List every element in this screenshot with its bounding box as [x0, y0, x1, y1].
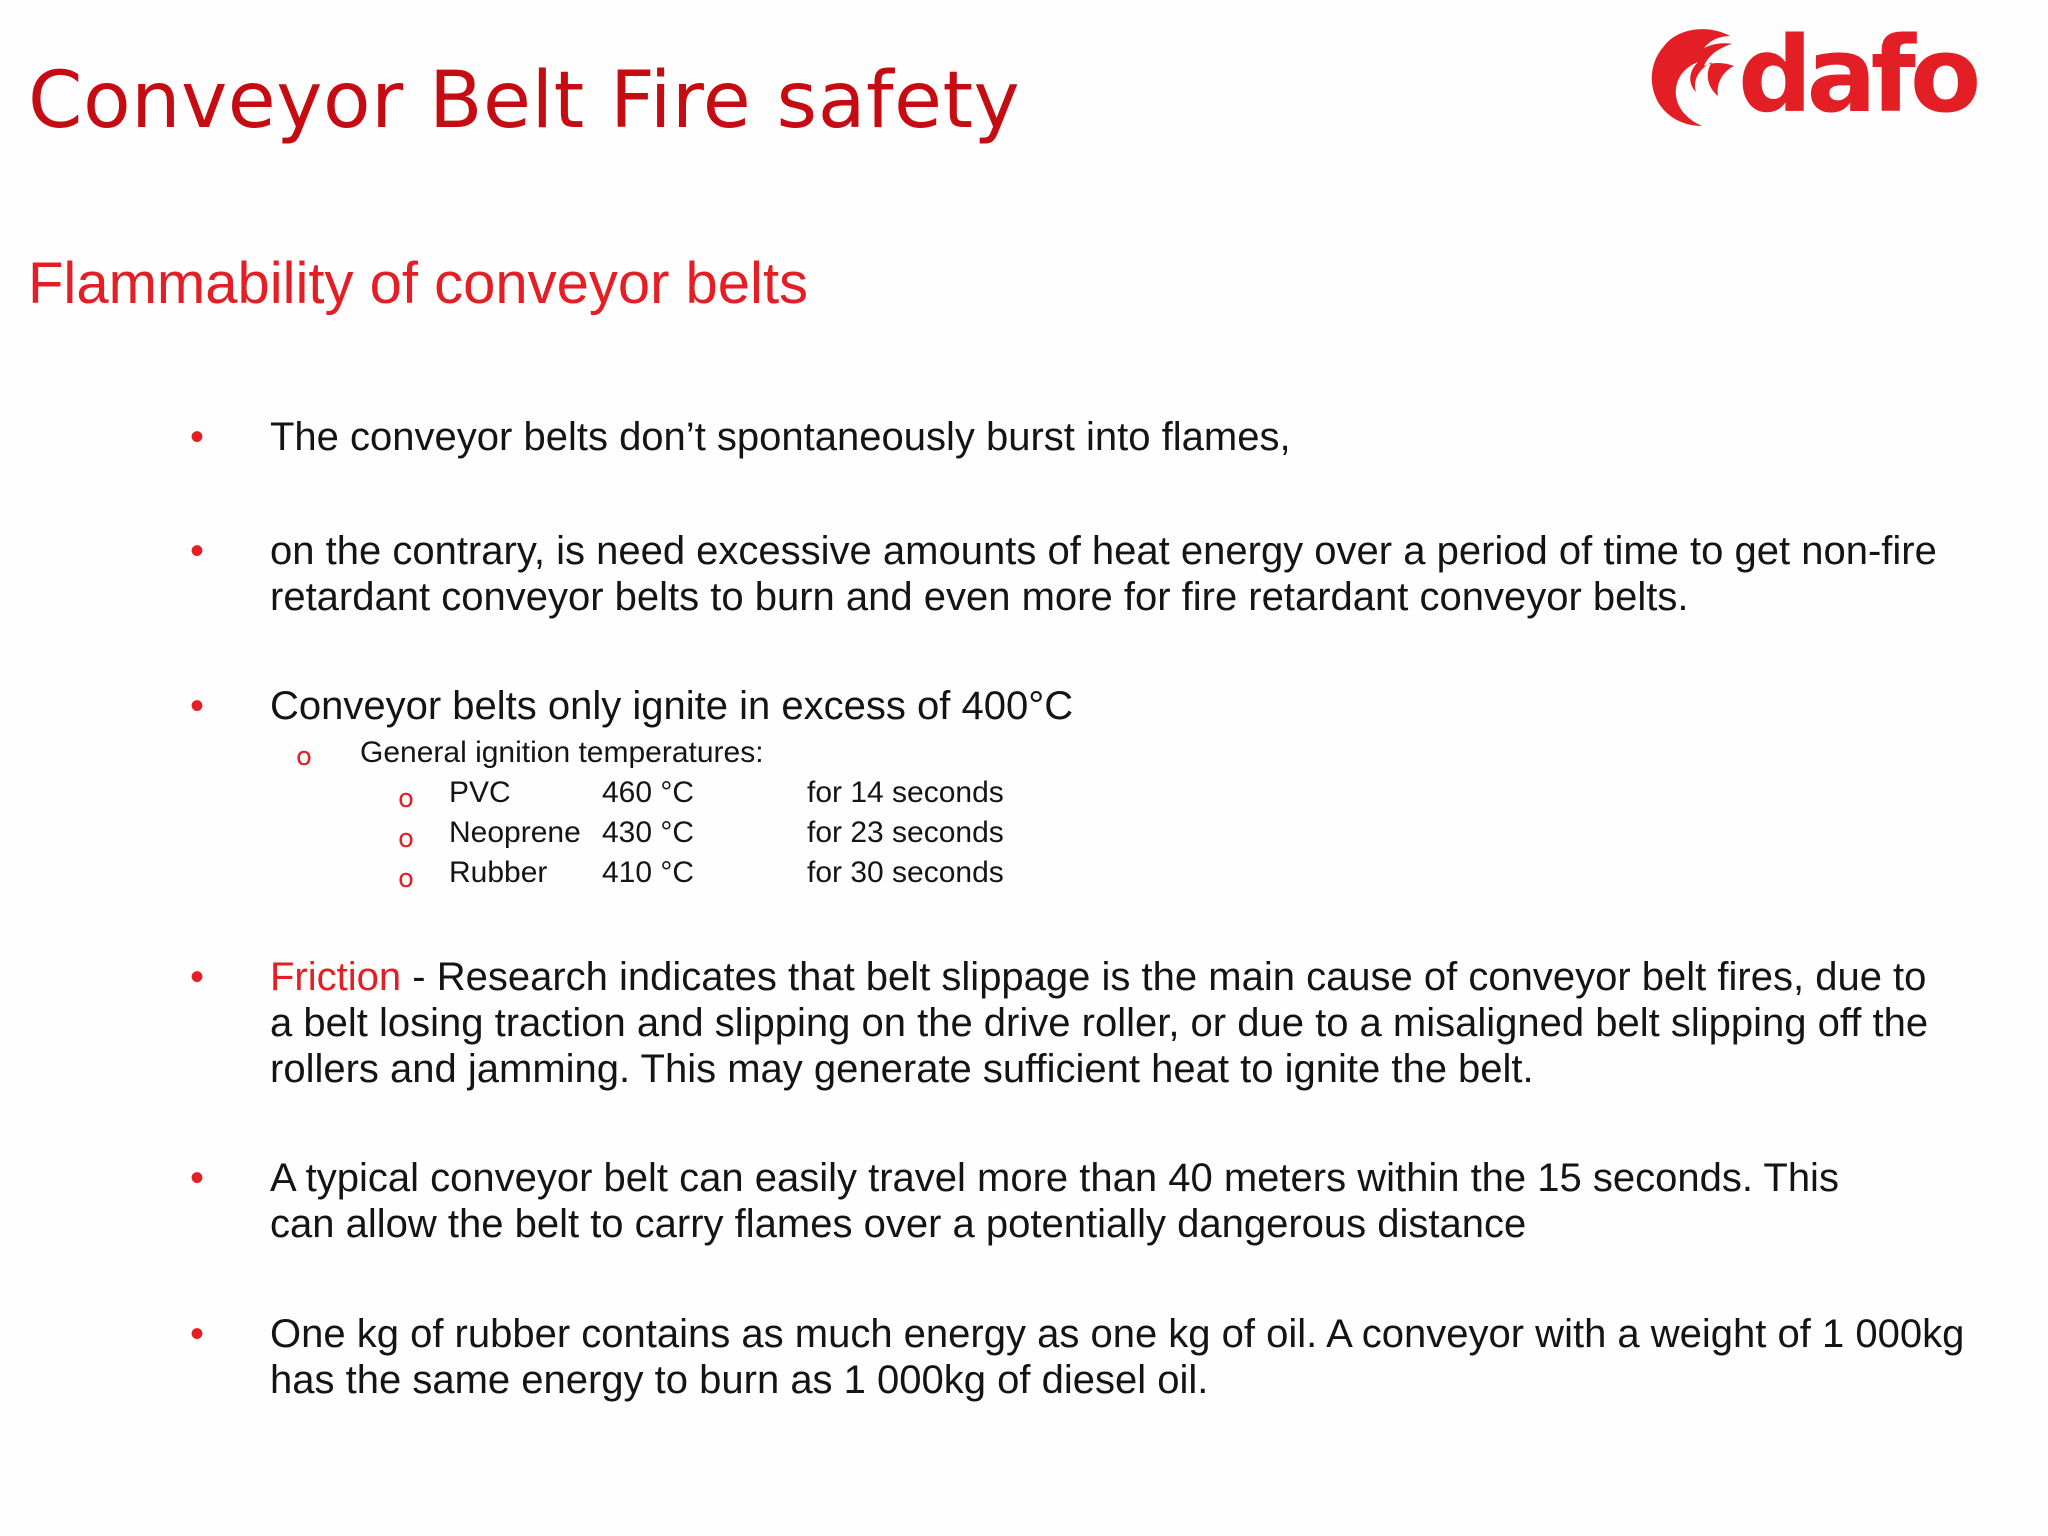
- duration-cell: for 30 seconds: [807, 856, 1004, 889]
- bullet-marker: •: [190, 1156, 205, 1200]
- duration-cell: for 23 seconds: [807, 816, 1004, 849]
- bullet-text: on the contrary, is need excessive amounts of heat energy over a period of time to get non-fire retardant conveyor belts to burn and even more for fire retardant conveyor belts.: [270, 529, 1937, 619]
- sub-bullet-marker: o: [398, 864, 414, 894]
- slide-title: Conveyor Belt Fire safety: [28, 56, 1021, 146]
- bullet-marker: •: [190, 415, 205, 459]
- material-cell: PVC: [449, 776, 511, 809]
- duration-cell: for 14 seconds: [807, 776, 1004, 809]
- flame-icon: [1638, 22, 1748, 130]
- bullet-marker: •: [190, 529, 205, 573]
- sub-bullet-marker: o: [296, 742, 312, 772]
- temperature-cell: 410 °C: [602, 856, 695, 889]
- temperature-cell: 460 °C: [602, 776, 695, 809]
- material-cell: Rubber: [449, 856, 548, 889]
- bullet-marker: •: [190, 955, 205, 999]
- slide-subtitle: Flammability of conveyor belts: [28, 251, 809, 316]
- bullet-text: [270, 954, 1930, 1092]
- bullet-marker: •: [190, 684, 205, 728]
- ignition-heading: General ignition temperatures:: [360, 736, 764, 769]
- bullet-text: The conveyor belts don’t spontaneously burst into flames,: [270, 415, 1291, 459]
- sub-bullet-marker: o: [398, 784, 414, 814]
- temperature-cell: 430 °C: [602, 816, 695, 849]
- bullet-marker: •: [190, 1312, 205, 1356]
- material-cell: Neoprene: [449, 816, 581, 849]
- logo-wordmark: dafo: [1738, 14, 1976, 136]
- bullet-text: Conveyor belts only ignite in excess of 400°C: [270, 684, 1074, 728]
- bullet-text: A typical conveyor belt can easily travel more than 40 meters within the 15 seconds. This can allow the belt to carry flames over a potentially dangerous distance: [270, 1156, 1839, 1246]
- bullet-text: One kg of rubber contains as much energy as one kg of oil. A conveyor with a weight of 1 000kg has the same energy to burn as 1 000kg of diesel oil.: [270, 1312, 1965, 1402]
- friction-text: - Research indicates that belt slippage is the main cause of conveyor belt fires, due to a belt losing traction and slipping on the drive roller, or due to a misaligned belt slipping off the rollers and jamming. This may generate sufficient heat to ignite the belt.: [270, 955, 1929, 1091]
- dafo-logo: [1638, 14, 1976, 136]
- sub-bullet-marker: o: [398, 824, 414, 854]
- friction-highlight: Friction: [270, 955, 402, 999]
